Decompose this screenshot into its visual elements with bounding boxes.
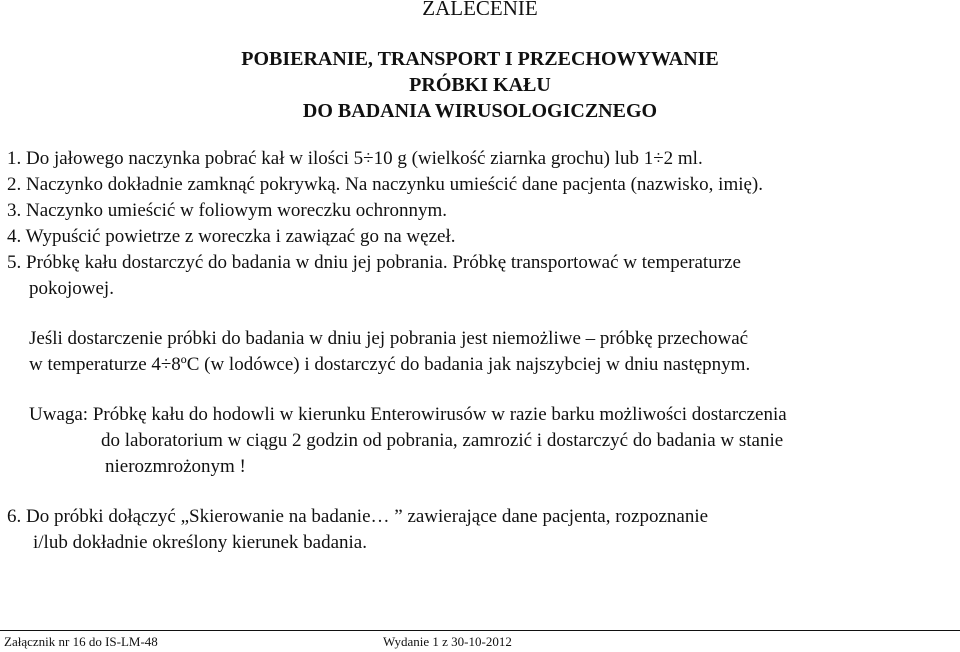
- warning-line-2: do laboratorium w ciągu 2 godzin od pobrania, zamrozić i dostarczyć do badania w stanie: [101, 430, 784, 451]
- warning-line-1: Uwaga: Próbkę kału do hodowli w kierunku Enterowirusów w razie barku możliwości dostarczenia: [29, 404, 787, 425]
- document-title-line-1: POBIERANIE, TRANSPORT I PRZECHOWYWANIE: [241, 48, 719, 70]
- instruction-step-1: 1. Do jałowego naczynka pobrać kał w ilości 5÷10 g (wielkość ziarnka grochu) lub 1÷2 ml.: [7, 148, 703, 169]
- footer-attachment-reference: Załącznik nr 16 do IS-LM-48: [4, 634, 158, 649]
- instruction-step-5-continuation: pokojowej.: [29, 278, 114, 299]
- instruction-step-3: 3. Naczynko umieścić w foliowym woreczku ochronnym.: [7, 200, 448, 221]
- document-title-line-3: DO BADANIA WIRUSOLOGICZNEGO: [302, 100, 658, 122]
- document-title-line-2: PRÓBKI KAŁU: [409, 74, 551, 96]
- storage-note-line-1: Jeśli dostarczenie próbki do badania w dniu jej pobrania jest niemożliwe – próbkę przechować: [29, 328, 749, 349]
- instruction-step-4: 4. Wypuścić powietrze z woreczka i zawiązać go na węzeł.: [7, 226, 456, 247]
- instruction-step-2: 2. Naczynko dokładnie zamknąć pokrywką. Na naczynku umieścić dane pacjenta (nazwisko, imię).: [7, 174, 764, 195]
- document-type-label: ZALECENIE: [422, 0, 538, 20]
- warning-line-3: nierozmrożonym !: [105, 456, 246, 477]
- footer-divider: [0, 630, 960, 631]
- storage-note-line-2: w temperaturze 4÷8ºC (w lodówce) i dostarczyć do badania jak najszybciej w dniu następnym.: [29, 354, 751, 375]
- instruction-step-6-line-1: 6. Do próbki dołączyć „Skierowanie na badanie… ” zawierające dane pacjenta, rozpoznanie: [7, 506, 709, 527]
- instruction-step-5: 5. Próbkę kału dostarczyć do badania w dniu jej pobrania. Próbkę transportować w temperaturze: [7, 252, 741, 273]
- footer-edition-date: Wydanie 1 z 30-10-2012: [383, 634, 512, 649]
- instruction-step-6-line-2: i/lub dokładnie określony kierunek badania.: [33, 532, 367, 553]
